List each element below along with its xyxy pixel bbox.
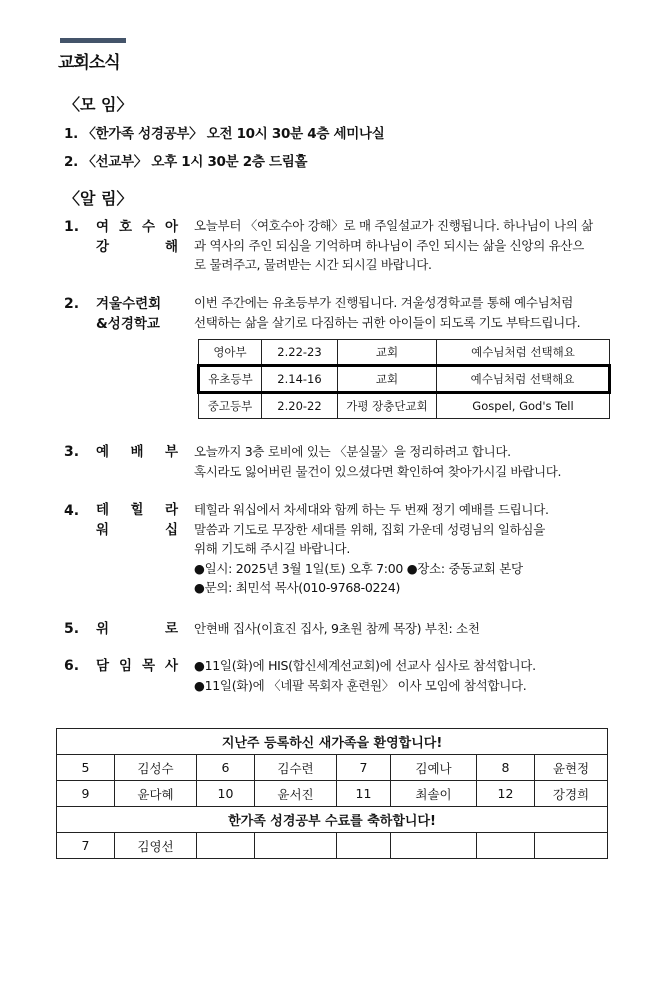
- notice-4-line-5: ●문의: 최민석 목사(010-9768-0224): [194, 580, 401, 595]
- empty-cell: [477, 833, 535, 859]
- empty-cell: [535, 833, 608, 859]
- member-name: 최솔이: [391, 781, 477, 807]
- table-row: [57, 833, 608, 859]
- notice-3-text: [194, 442, 561, 481]
- member-name: 김성수: [115, 755, 197, 781]
- notice-6-number: 6.: [64, 658, 80, 674]
- page-title: 교회소식: [58, 53, 120, 73]
- notice-3-label-line-1: 예 배 부: [96, 444, 178, 460]
- notice-4-label-line-1: 테 힐 라: [96, 502, 178, 518]
- notice-1-line-2: 과 역사의 주인 되심을 기억하며 하나님이 주인 되시는 삶을 신앙의 유산으: [194, 237, 584, 253]
- schedule-place: 가평 장충단교회: [338, 393, 437, 419]
- schedule-theme: 예수님처럼 선택해요: [437, 340, 610, 366]
- study-name: 김영선: [115, 833, 197, 859]
- empty-cell: [391, 833, 477, 859]
- schedule-row: [199, 340, 610, 366]
- member-number: 9: [57, 781, 115, 807]
- notice-2-number: 2.: [64, 296, 80, 312]
- notice-5-number: 5.: [64, 621, 80, 637]
- new-family-table: [56, 728, 608, 859]
- member-number: 10: [197, 781, 255, 807]
- notice-6-line-1: ●11일(화)에 HIS(합신세계선교회)에 선교사 심사로 참석합니다.: [194, 658, 536, 673]
- welcome-title-row: [57, 729, 608, 755]
- schedule-theme: Gospel, God's Tell: [437, 393, 610, 419]
- notice-6-label: [96, 656, 178, 676]
- study-title-row: [57, 807, 608, 833]
- study-number: 7: [57, 833, 115, 859]
- notice-5-label-line-1: 위 로: [96, 621, 178, 637]
- member-name: 윤다혜: [115, 781, 197, 807]
- table-row: [57, 755, 608, 781]
- notice-5-text: [194, 619, 480, 639]
- notice-4-line-2: 말씀과 기도로 무장한 세대를 위해, 집회 가운데 성령님의 일하심을: [194, 521, 545, 537]
- notice-2-label-line-1: 겨울수련회: [96, 296, 162, 312]
- notice-4-line-4: ●일시: 2025년 3월 1일(토) 오후 7:00 ●장소: 중동교회 본당: [194, 560, 523, 576]
- notice-1-number: 1.: [64, 219, 80, 235]
- schedule-theme: 예수님처럼 선택해요: [437, 366, 610, 393]
- notices-title: 〈알 림〉: [64, 189, 133, 208]
- notice-3-line-2: 혹시라도 잃어버린 물건이 있으셨다면 확인하여 찾아가시길 바랍니다.: [194, 463, 562, 479]
- member-number: 12: [477, 781, 535, 807]
- notice-2-line-2: 선택하는 삶을 살기로 다짐하는 귀한 아이들이 되도록 기도 부탁드립니다.: [194, 314, 581, 330]
- notice-6-text: [194, 656, 536, 695]
- member-number: 7: [337, 755, 391, 781]
- empty-cell: [255, 833, 337, 859]
- member-name: 강경희: [535, 781, 608, 807]
- member-name: 윤서진: [255, 781, 337, 807]
- table-row: [57, 781, 608, 807]
- empty-cell: [337, 833, 391, 859]
- notice-3-number: 3.: [64, 444, 80, 460]
- header-accent-bar: [60, 38, 126, 43]
- welcome-title: 지난주 등록하신 새가족을 환영합니다!: [57, 729, 608, 755]
- notice-2-label: [96, 294, 178, 334]
- notice-4-label-line-2: 워 십: [96, 522, 178, 538]
- notice-1-text: [194, 216, 593, 275]
- notice-2-line-1: 이번 주간에는 유초등부가 진행됩니다. 겨울성경학교를 통해 예수님처럼: [194, 295, 573, 310]
- notice-1-label-line-2: 강 해: [96, 239, 178, 255]
- schedule-dept: 유초등부: [199, 366, 262, 393]
- member-number: 5: [57, 755, 115, 781]
- empty-cell: [197, 833, 255, 859]
- notice-4-label: [96, 500, 178, 540]
- schedule-date: 2.20-22: [262, 393, 338, 419]
- schedule-table: [197, 339, 611, 419]
- notice-5-line-1: 안현배 집사(이효진 집사, 9초원 참께 목장) 부친: 소천: [194, 621, 480, 636]
- member-name: 김예나: [391, 755, 477, 781]
- schedule-row-highlighted: [199, 366, 610, 393]
- schedule-dept: 중고등부: [199, 393, 262, 419]
- schedule-date: 2.22-23: [262, 340, 338, 366]
- gathering-item-1: 1. 〈한가족 성경공부〉 오전 10시 30분 4층 세미나실: [64, 126, 385, 142]
- notice-4-text: [194, 500, 549, 598]
- notice-2-text: [194, 293, 580, 332]
- notice-4-number: 4.: [64, 503, 80, 519]
- member-number: 8: [477, 755, 535, 781]
- notice-6-line-2: ●11일(화)에 〈네팔 목회자 훈련원〉 이사 모임에 참석합니다.: [194, 677, 527, 693]
- notice-1-line-1: 오늘부터 〈여호수아 강해〉로 매 주일설교가 진행됩니다. 하나님이 나의 삶: [194, 218, 593, 233]
- schedule-dept: 영아부: [199, 340, 262, 366]
- notice-4-line-1: 테힐라 워십에서 차세대와 함께 하는 두 번째 정기 예배를 드립니다.: [194, 502, 549, 517]
- member-number: 6: [197, 755, 255, 781]
- notice-2-label-line-2: &성경학교: [96, 316, 160, 332]
- member-name: 김수련: [255, 755, 337, 781]
- notice-6-label-line-1: 담 임 목 사: [96, 658, 178, 674]
- notice-3-label: [96, 442, 178, 462]
- member-name: 윤현정: [535, 755, 608, 781]
- schedule-date: 2.14-16: [262, 366, 338, 393]
- schedule-row: [199, 393, 610, 419]
- notice-1-line-3: 로 물려주고, 물려받는 시간 되시길 바랍니다.: [194, 257, 432, 272]
- gathering-title: 〈모 임〉: [64, 95, 133, 114]
- schedule-place: 교회: [338, 340, 437, 366]
- notice-1-label: [96, 217, 178, 257]
- notice-4-line-3: 위해 기도해 주시길 바랍니다.: [194, 541, 350, 556]
- notice-5-label: [96, 619, 178, 639]
- notice-1-label-line-1: 여 호 수 아: [96, 219, 178, 235]
- gathering-item-2: 2. 〈선교부〉 오후 1시 30분 2층 드림홀: [64, 154, 308, 170]
- schedule-place: 교회: [338, 366, 437, 393]
- member-number: 11: [337, 781, 391, 807]
- notice-3-line-1: 오늘까지 3층 로비에 있는 〈분실물〉을 정리하려고 합니다.: [194, 444, 511, 459]
- study-completion-title: 한가족 성경공부 수료를 축하합니다!: [57, 807, 608, 833]
